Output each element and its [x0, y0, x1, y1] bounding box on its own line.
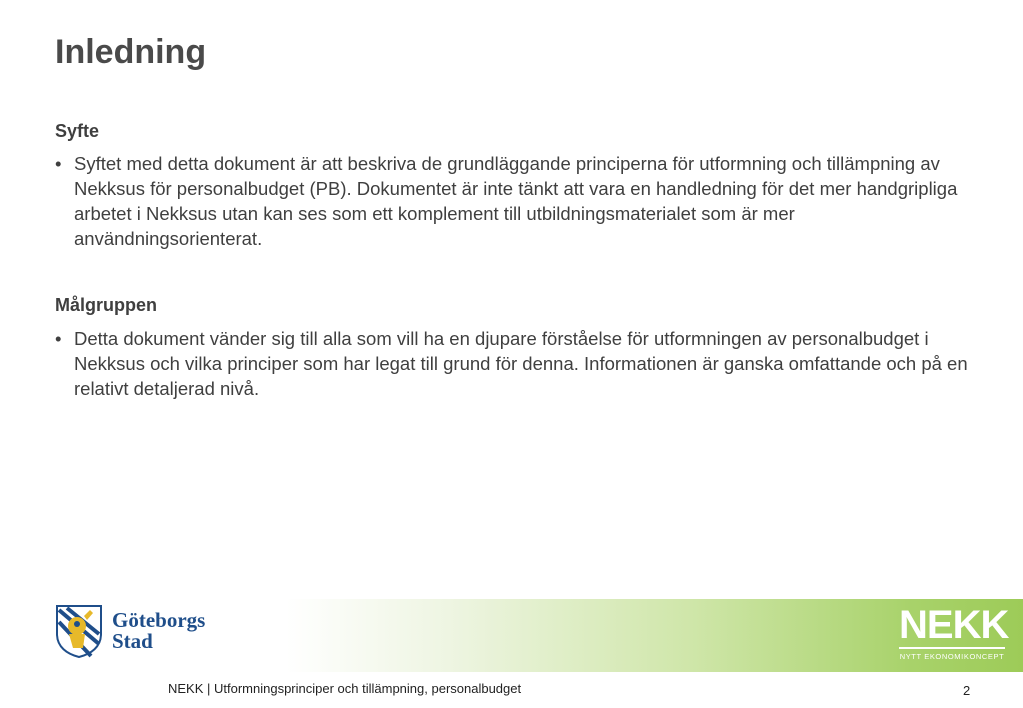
- slide-title: Inledning: [55, 33, 207, 71]
- bullet-dot: •: [55, 153, 62, 174]
- goteborgs-stad-logo: [55, 604, 205, 658]
- bullet-dot: •: [55, 328, 62, 349]
- bullet-malgruppen: [55, 326, 975, 401]
- section-heading-malgruppen: Målgruppen: [55, 295, 157, 315]
- nekk-tagline: NYTT EKONOMIKONCEPT: [899, 652, 1005, 661]
- bullet-syfte: [55, 151, 975, 251]
- stad-text: Stad: [112, 629, 153, 653]
- nekk-divider: [899, 647, 1005, 649]
- goteborg-shield-icon: [55, 604, 103, 658]
- goteborgs-text: Göteborgs: [112, 608, 206, 632]
- bullet-text: Syftet med detta dokument är att beskriva de grundläggande principerna för utformning och tillämpning av Nekksus för personalbudget (PB). Dokumentet är inte tänkt att vara en handledning för det mer handgripliga arbetet i Nekksus utan kan ses som ett komplement till utbildningsmaterialet som är mer användningsorienterat.: [74, 153, 958, 249]
- nekk-logo: [899, 603, 1009, 661]
- nekk-wordmark: NEKK: [899, 603, 1009, 647]
- page-number: 2: [963, 683, 971, 698]
- bullet-text: Detta dokument vänder sig till alla som vill ha en djupare förståelse för utformningen av personalbudget i Nekksus och vilka principer som har legat till grund för denna. Informationen är ganska omfattande och på en relativt detaljerad nivå.: [74, 328, 968, 399]
- goteborgs-stad-wordmark: [112, 610, 205, 652]
- section-heading-syfte: Syfte: [55, 121, 100, 141]
- footer-text: NEKK | Utformningsprinciper och tillämpning, personalbudget: [168, 681, 522, 696]
